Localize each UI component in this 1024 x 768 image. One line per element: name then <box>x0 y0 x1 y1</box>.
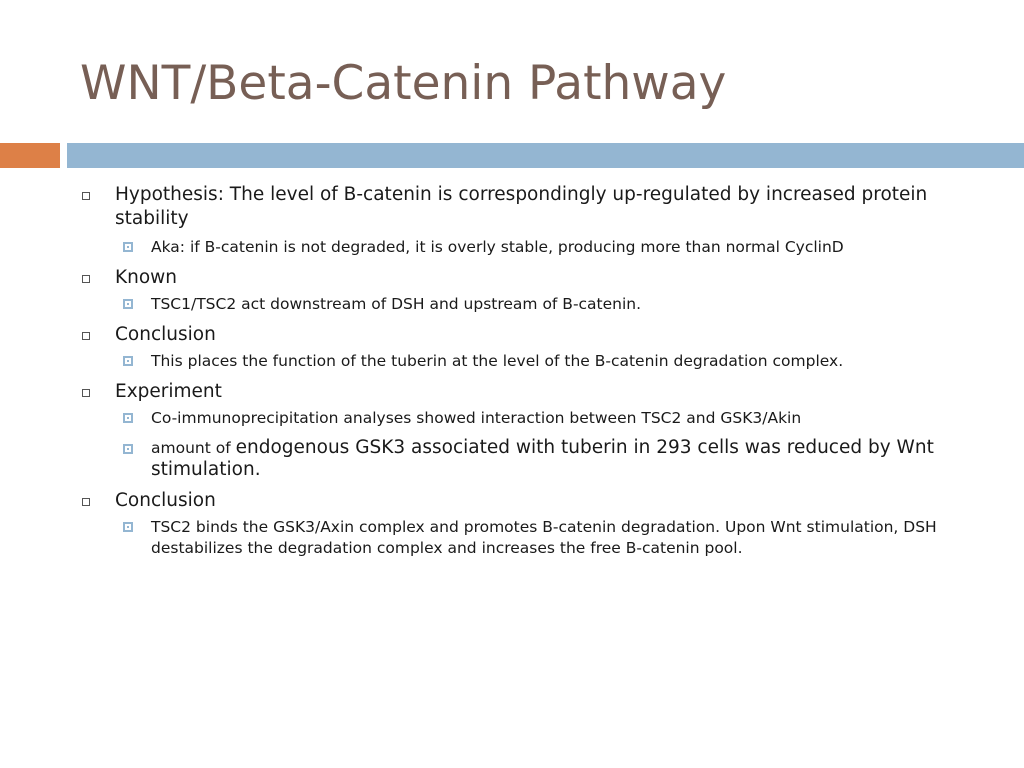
sub-bullet-item <box>80 237 980 258</box>
filled-square-bullet-icon <box>123 356 133 366</box>
bullet-item <box>80 266 980 290</box>
bullet-item <box>80 380 980 404</box>
square-bullet-icon <box>82 332 90 340</box>
bullet-text: Conclusion <box>115 490 216 511</box>
filled-square-bullet-icon <box>123 242 133 252</box>
bullet-list <box>80 183 980 559</box>
filled-square-bullet-icon <box>123 413 133 423</box>
square-bullet-icon <box>82 389 90 397</box>
bullet-item <box>80 323 980 347</box>
sub-bullet-text-small: amount of <box>151 439 236 457</box>
sub-bullet-text-large: endogenous GSK3 associated with tuberin in 293 cells was reduced by Wnt stimulation. <box>151 437 934 480</box>
bullet-text: Known <box>115 267 178 288</box>
bullet-text: Experiment <box>115 381 222 402</box>
sub-bullet-item <box>80 351 980 372</box>
sub-bullet-text: TSC1/TSC2 act downstream of DSH and upstream of B-catenin. <box>151 295 642 313</box>
bullet-text: Conclusion <box>115 324 216 345</box>
filled-square-bullet-icon <box>123 444 133 454</box>
sub-bullet-text: This places the function of the tuberin at the level of the B-catenin degradation complex. <box>151 352 844 370</box>
title-accent-bar <box>0 143 60 168</box>
slide-title: WNT/Beta-Catenin Pathway <box>80 56 727 111</box>
square-bullet-icon <box>82 498 90 506</box>
sub-bullet-text: Aka: if B-catenin is not degraded, it is overly stable, producing more than normal CyclinD <box>151 238 844 256</box>
square-bullet-icon <box>82 275 90 283</box>
filled-square-bullet-icon <box>123 299 133 309</box>
filled-square-bullet-icon <box>123 522 133 532</box>
square-bullet-icon <box>82 192 90 200</box>
sub-bullet-item <box>80 437 980 481</box>
sub-bullet-text: Co-immunoprecipitation analyses showed interaction between TSC2 and GSK3/Akin <box>151 409 802 427</box>
bullet-item <box>80 489 980 513</box>
sub-bullet-item <box>80 408 980 429</box>
bullet-text: Hypothesis: The level of B-catenin is correspondingly up-regulated by increased protein stability <box>115 184 928 229</box>
sub-bullet-item <box>80 517 980 559</box>
sub-bullet-item <box>80 294 980 315</box>
title-divider-bar <box>67 143 1024 168</box>
sub-bullet-text: TSC2 binds the GSK3/Axin complex and promotes B-catenin degradation. Upon Wnt stimulation, DSH destabilizes the degradation complex and increases the free B-catenin pool. <box>151 518 937 557</box>
bullet-item <box>80 183 980 231</box>
